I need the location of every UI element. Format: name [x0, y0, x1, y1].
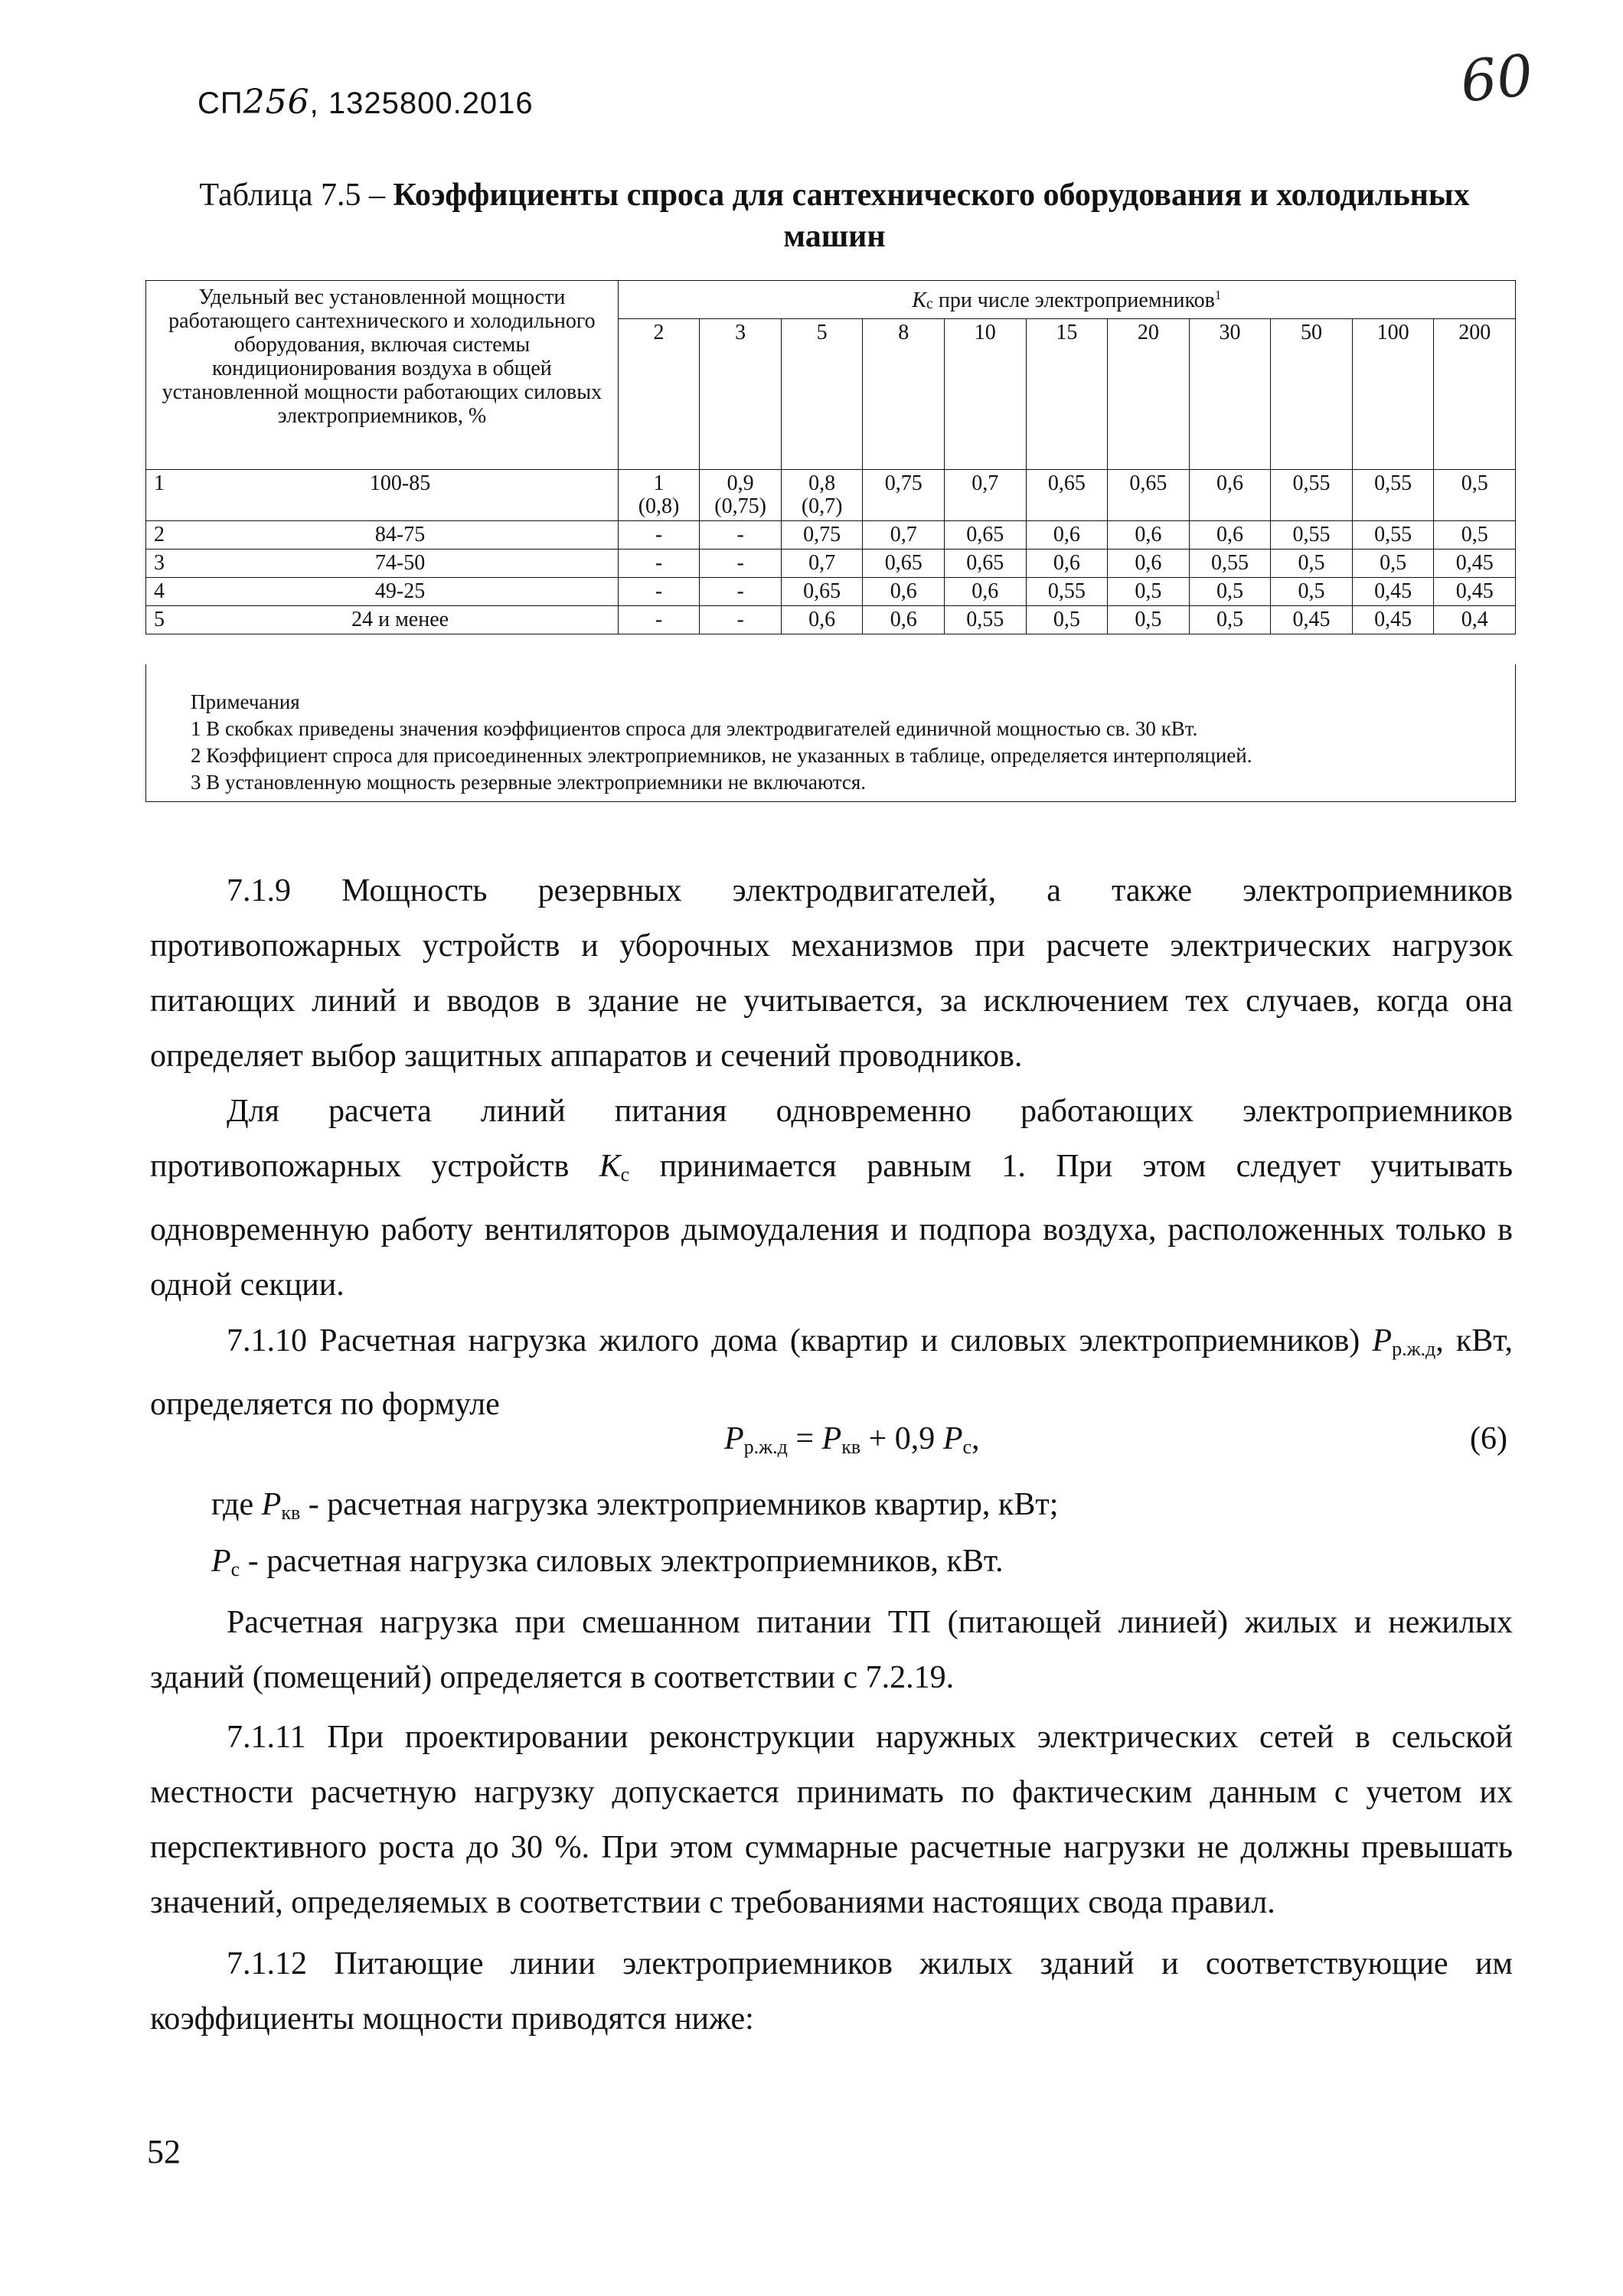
coefficient-cell: 0,5 [1026, 606, 1108, 634]
coefficient-cell: 0,5 [1189, 578, 1271, 606]
count-header-cell: 3 [700, 319, 782, 470]
table-row [146, 578, 1516, 606]
table-notes [145, 664, 1516, 802]
row-range: 49-25 [182, 578, 618, 606]
table-row [146, 550, 1516, 578]
row-number: 2 [146, 521, 183, 550]
count-header-cell: 30 [1189, 319, 1271, 470]
table-title-text: Коэффициенты спроса для сантехнического оборудования и холодильных машин [393, 178, 1470, 254]
paragraph-7-1-12: 7.1.12 Питающие линии электроприемников жилых зданий и соответствующие им коэффициенты мощности приводятся ниже: [150, 1946, 1513, 2037]
coefficient-cell: 0,65 [1026, 470, 1108, 521]
coefficient-cell: 0,55 [1271, 521, 1353, 550]
coefficient-cell: 0,7 [945, 470, 1027, 521]
coefficient-cell: 0,4 [1434, 606, 1516, 634]
coefficient-cell: 0,65 [863, 550, 945, 578]
row-range: 24 и менее [182, 606, 618, 634]
coefficient-cell: 0,6 [863, 606, 945, 634]
coefficient-cell: 0,55 [1271, 470, 1353, 521]
count-header-cell: 10 [945, 319, 1027, 470]
paragraph-mixed-supply: Расчетная нагрузка при смешанном питании ТП (питающей линией) жилых и нежилых зданий (помещений) определяется в соответствии с 7.2.19. [150, 1605, 1513, 1695]
coefficient-cell: 0,6 [1026, 550, 1108, 578]
note-2: 2 Коэффициент спроса для присоединенных электроприемников, не указанных в таблице, определяется интерполяцией. [191, 744, 1252, 767]
formula-number: (6) [1470, 1421, 1507, 1456]
coefficient-cell: 0,45 [1434, 578, 1516, 606]
table-header-row [146, 281, 1516, 319]
coefficient-cell: 0,5 [1189, 606, 1271, 634]
coefficient-cell: 0,55 [1026, 578, 1108, 606]
note-1: 1 В скобках приведены значения коэффициентов спроса для электродвигателей единичной мощностью св. 30 кВт. [191, 717, 1198, 740]
table-row [146, 470, 1516, 521]
coefficient-cell: 0,6 [863, 578, 945, 606]
row-number: 5 [146, 606, 183, 634]
row-range: 84-75 [182, 521, 618, 550]
coefficient-cell: 0,5 [1434, 521, 1516, 550]
count-header-cell: 200 [1434, 319, 1516, 470]
coefficient-cell: 0,65 [1108, 470, 1190, 521]
coefficient-cell: - [618, 550, 700, 578]
count-header-cell: 50 [1271, 319, 1353, 470]
column-header-share: Удельный вес установленной мощности работающего сантехнического и холодильного оборудования, включая системы кондиционирования воздуха в общей установленной мощности работающих силовых электроприемников, % [146, 281, 619, 470]
coefficient-cell: 0,6 [1108, 550, 1190, 578]
notes-title: Примечания [191, 690, 300, 713]
count-header-cell: 8 [863, 319, 945, 470]
paragraph-kc: Для расчета линий питания одновременно работающих электроприемников противопожарных устройств Кс принимается равным 1. При этом следует учитывать одновременную работу вентиляторов дымоудаления и подпора воздуха, расположенных только в одной секции. [150, 1094, 1513, 1303]
coefficient-cell: 0,45 [1352, 606, 1434, 634]
count-header-cell: 100 [1352, 319, 1434, 470]
coefficient-cell: 0,5 [1271, 550, 1353, 578]
paragraph-7-1-9: 7.1.9 Мощность резервных электродвигателей, а также электроприемников противопожарных устройств и уборочных механизмов при расчете электрических нагрузок питающих линий и вводов в здание не учитывается, за исключением тех случаев, когда она определяет выбор защитных аппаратов и сечений проводников. [150, 873, 1513, 1074]
coefficient-cell: 1 (0,8) [618, 470, 700, 521]
column-header-kc: Кс при числе электроприемников$^1$ [618, 281, 1515, 319]
coefficient-cell: 0,8 (0,7) [781, 470, 863, 521]
table-title-prefix: Таблица 7.5 – [199, 178, 394, 213]
code-prefix: СП [198, 86, 243, 120]
row-number: 1 [146, 470, 183, 521]
coefficient-cell: 0,45 [1352, 578, 1434, 606]
row-number: 3 [146, 550, 183, 578]
coefficient-cell: - [700, 578, 782, 606]
demand-coefficient-table [145, 280, 1516, 634]
formula-where-1: где Ркв - расчетная нагрузка электроприемников квартир, кВт; [211, 1487, 1059, 1524]
coefficient-cell: 0,6 [1108, 521, 1190, 550]
coefficient-cell: 0,55 [1352, 470, 1434, 521]
coefficient-cell: 0,6 [1189, 521, 1271, 550]
coefficient-cell: 0,6 [1026, 521, 1108, 550]
coefficient-cell: 0,7 [863, 521, 945, 550]
count-header-cell: 20 [1108, 319, 1190, 470]
coefficient-cell: - [618, 521, 700, 550]
row-range: 100-85 [182, 470, 618, 521]
coefficient-cell: 0,65 [945, 521, 1027, 550]
coefficient-cell: 0,75 [781, 521, 863, 550]
coefficient-cell: 0,45 [1271, 606, 1353, 634]
coefficient-cell: - [618, 578, 700, 606]
formula-6: Рр.ж.д = Ркв + 0,9 Рс, [724, 1421, 980, 1458]
coefficient-cell: 0,6 [945, 578, 1027, 606]
coefficient-cell: 0,9 (0,75) [700, 470, 782, 521]
count-header-cell: 5 [781, 319, 863, 470]
handwritten-page-number: 60 [1457, 42, 1536, 116]
coefficient-cell: 0,65 [781, 578, 863, 606]
coefficient-cell: 0,55 [1352, 521, 1434, 550]
coefficient-cell: 0,6 [1189, 470, 1271, 521]
table-title [153, 174, 1516, 257]
count-header-cell: 15 [1026, 319, 1108, 470]
coefficient-cell: 0,5 [1271, 578, 1353, 606]
row-number: 4 [146, 578, 183, 606]
formula-where-2: Рс - расчетная нагрузка силовых электроприемников, кВт. [211, 1544, 1004, 1580]
coefficient-cell: 0,45 [1434, 550, 1516, 578]
coefficient-cell: 0,5 [1434, 470, 1516, 521]
coefficient-cell: 0,5 [1108, 578, 1190, 606]
coefficient-cell: - [700, 521, 782, 550]
coefficient-cell: - [700, 550, 782, 578]
coefficient-cell: 0,6 [781, 606, 863, 634]
coefficient-cell: - [618, 606, 700, 634]
note-3: 3 В установленную мощность резервные электроприемники не включаются. [191, 771, 867, 794]
paragraph-7-1-11: 7.1.11 При проектировании реконструкции наружных электрических сетей в сельской местности расчетную нагрузку допускается принимать по фактическим данным с учетом их перспективного роста до 30 %. При этом суммарные расчетные нагрузки не должны превышать значений, определяемых в соответствии с требованиями настоящих свода правил. [150, 1720, 1513, 1920]
document-code [198, 83, 534, 122]
code-suffix: , 1325800.2016 [309, 86, 534, 120]
table-row [146, 606, 1516, 634]
paragraph-7-1-10: 7.1.10 Расчетная нагрузка жилого дома (квартир и силовых электроприемников) Рр.ж.д, кВт, определяется по формуле [150, 1323, 1514, 1422]
coefficient-cell: 0,5 [1352, 550, 1434, 578]
count-header-cell: 2 [618, 319, 700, 470]
coefficient-cell: 0,5 [1108, 606, 1190, 634]
coefficient-cell: 0,55 [1189, 550, 1271, 578]
coefficient-cell: - [700, 606, 782, 634]
table-row [146, 521, 1516, 550]
coefficient-cell: 0,55 [945, 606, 1027, 634]
row-range: 74-50 [182, 550, 618, 578]
coefficient-cell: 0,65 [945, 550, 1027, 578]
coefficient-cell: 0,75 [863, 470, 945, 521]
code-handwritten: 256 [243, 83, 310, 122]
page-number: 52 [147, 2133, 181, 2170]
coefficient-cell: 0,7 [781, 550, 863, 578]
